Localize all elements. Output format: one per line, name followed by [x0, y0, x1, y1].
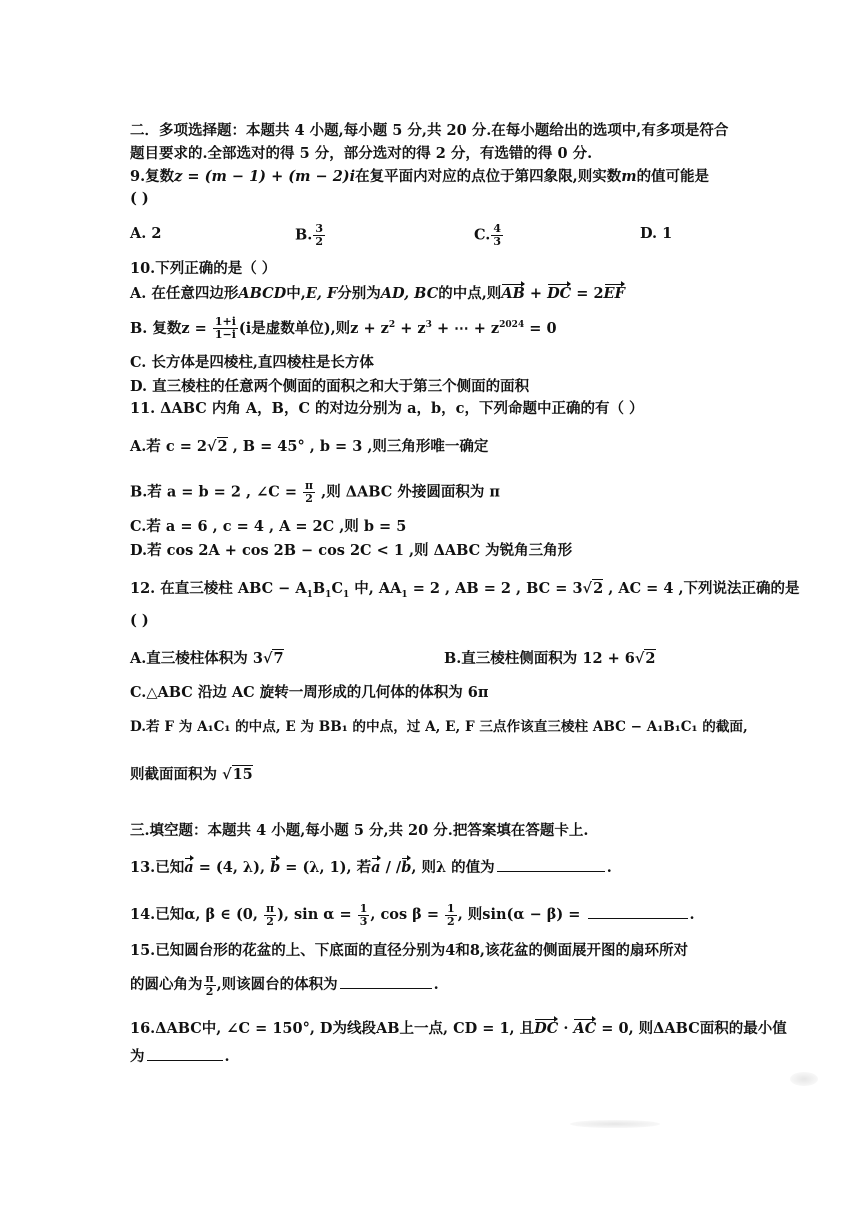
q12-option-b: B.直三棱柱侧面积为 12 + 6√2 — [444, 650, 656, 667]
q12-option-c: C.△ABC 沿边 AC 旋转一周形成的几何体的体积为 6π — [130, 684, 489, 701]
q10-option-b: B. 复数z = $\frac{1+i}{1-i}$ (i是虚数单位),则$z + z^2 + z^3$ + ⋯ + $z^{2024} = 0$ — [130, 315, 557, 342]
q15-line1: 15.已知圆台形的花盆的上、下底面的直径分别为4和8,该花盆的侧面展开图的扇环所对 — [130, 942, 688, 959]
q9-option-c: C. $\frac{4}{3}$ — [474, 222, 501, 248]
section3-header: 三.填空题：本题共 4 小题,每小题 5 分,共 20 分.把答案填在答题卡上. — [130, 822, 589, 839]
q11-option-c: C.若 a = 6 , c = 4 , A = 2C ,则 b = 5 — [130, 518, 407, 535]
q11-option-d: D.若 cos 2A + cos 2B − cos 2C < 1 ,则 ΔABC 为锐角三角形 — [130, 542, 573, 559]
q10-stem: 10.下列正确的是（ ） — [130, 260, 277, 277]
q9-option-b: B. $\frac{3}{2}$ — [295, 222, 323, 248]
scan-smudge — [790, 1072, 818, 1086]
q11-option-a: A.若 c = 2√2 , B = 45° , b = 3 ,则三角形唯一确定 — [130, 438, 489, 455]
q10-option-d: D. 直三棱柱的任意两个侧面的面积之和大于第三个侧面的面积 — [130, 378, 530, 395]
section2-header-line2: 题目要求的.全部选对的得 5 分，部分选对的得 2 分，有选错的得 0 分. — [130, 145, 593, 162]
q16-line2: 为 . — [130, 1044, 780, 1068]
q12-paren: ( ) — [130, 612, 149, 629]
q11-stem: 11. ΔABC 内角 A，B，C 的对边分别为 a，b，c，下列命题中正确的有（ ） — [130, 400, 644, 417]
q9-paren: ( ) — [130, 190, 149, 207]
q10-option-a: A. 在任意四边形ABCD中,E, F分别为AD, BC的中点,则AB + DC = 2EF — [130, 283, 780, 305]
q15-answer-blank[interactable] — [340, 972, 432, 989]
q9-stem: 9.复数z = (m − 1) + (m − 2)i在复平面内对应的点位于第四象限,则实数m的值可能是 — [130, 168, 710, 185]
q12-stem: 12. 在直三棱柱 ABC − $A_1B_1C_1$ 中, $AA_1 = 2$ , AB = 2 , BC = 3√2 , AC = 4 ,下列说法正确的是 — [130, 580, 800, 600]
q9-option-a: A. 2 — [130, 225, 162, 242]
q12-option-a: A.直三棱柱体积为 3√7 — [130, 650, 284, 667]
q13-answer-blank[interactable] — [497, 855, 605, 872]
q12-option-d-line1: D.若 F 为 A₁C₁ 的中点, E 为 BB₁ 的中点，过 A, E, F 三点作该直三棱柱 ABC − A₁B₁C₁ 的截面, — [130, 719, 748, 735]
q12-option-d-line2: 则截面面积为 √15 — [130, 766, 253, 783]
q15-line2: 的圆心角为 $\frac{\pi}{2}$ ,则该圆台的体积为 . — [130, 971, 439, 998]
q16-answer-blank[interactable] — [147, 1044, 223, 1061]
q9-option-d: D. 1 — [640, 225, 673, 242]
q14-answer-blank[interactable] — [588, 902, 688, 919]
q13: 13.已知a = (4, λ), b = (λ, 1), 若a / /b, 则λ 的值为 . — [130, 855, 780, 879]
q11-option-b: B.若 a = b = 2 , ∠C = $\frac{\pi}{2}$ ,则 ΔABC 外接圆面积为 π — [130, 479, 501, 505]
q14: 14.已知α, β ∈ (0, $\frac{\pi}{2}$ ), sin α = $\frac{1}{3}$ , cos β = $\frac{1}{2}$ , 则sin(α − β) = . — [130, 901, 695, 928]
q16-line1: 16.ΔABC中, ∠C = 150°, D为线段AB上一点, CD = 1, 且DC · AC = 0, 则ΔABC面积的最小值 — [130, 1018, 780, 1040]
section2-header-line1: 二．多项选择题：本题共 4 小题,每小题 5 分,共 20 分.在每小题给出的选项中,有多项是符合 — [130, 122, 729, 139]
scan-smudge — [570, 1120, 660, 1128]
q10-option-c: C. 长方体是四棱柱,直四棱柱是长方体 — [130, 354, 374, 371]
